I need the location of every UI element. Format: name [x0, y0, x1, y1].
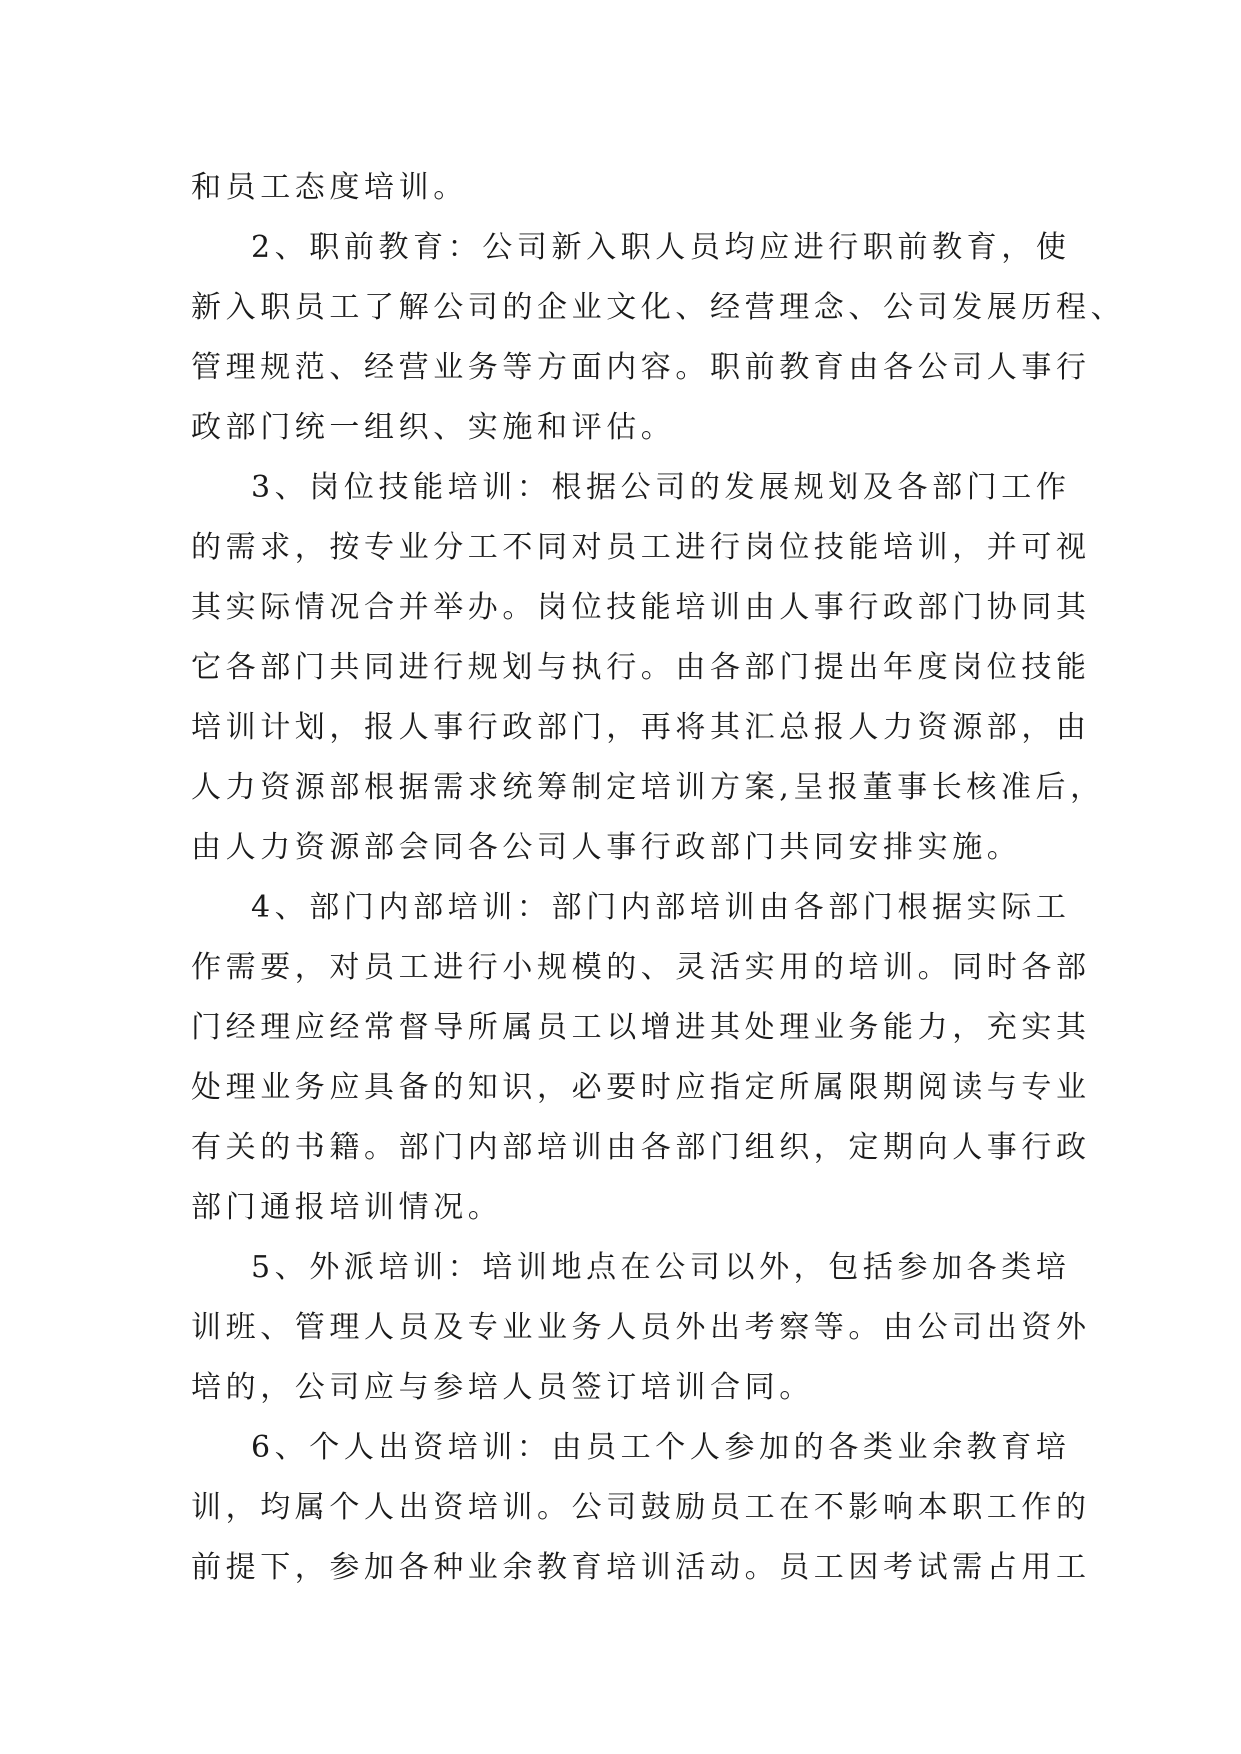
- text-line: 6、个人出资培训：由员工个人参加的各类业余教育培: [251, 1430, 1071, 1465]
- paragraph-continuation: [191, 158, 1053, 218]
- text-line: 处理业务应具备的知识，必要时应指定所属限期阅读与专业: [191, 1070, 1091, 1105]
- text-line: 前提下，参加各种业余教育培训活动。员工因考试需占用工: [191, 1550, 1091, 1585]
- text-line: 由人力资源部会同各公司人事行政部门共同安排实施。: [191, 830, 1022, 865]
- paragraph-self-funded-training: [191, 1418, 1091, 1598]
- text-line: 训，均属个人出资培训。公司鼓励员工在不影响本职工作的: [191, 1490, 1091, 1525]
- text-line: 5、外派培训：培训地点在公司以外，包括参加各类培: [251, 1250, 1071, 1285]
- paragraph-external-training: [191, 1238, 1091, 1418]
- text-line: 训班、管理人员及专业业务人员外出考察等。由公司出资外: [191, 1310, 1091, 1345]
- text-line: 政部门统一组织、实施和评估。: [191, 410, 676, 445]
- text-line: 作需要，对员工进行小规模的、灵活实用的培训。同时各部: [191, 950, 1091, 985]
- text-line: 新入职员工了解公司的企业文化、经营理念、公司发展历程、: [191, 290, 1126, 325]
- paragraph-pre-job-education: [191, 218, 1126, 458]
- text-line: 人力资源部根据需求统筹制定培训方案,呈报董事长核准后，: [191, 770, 1105, 805]
- text-line: 门经理应经常督导所属员工以增进其处理业务能力，充实其: [191, 1010, 1091, 1045]
- text-line: 3、岗位技能培训：根据公司的发展规划及各部门工作: [251, 470, 1071, 505]
- text-line: 有关的书籍。部门内部培训由各部门组织，定期向人事行政: [191, 1130, 1091, 1165]
- text-line: 培的，公司应与参培人员签订培训合同。: [191, 1370, 814, 1405]
- text-line: 的需求，按专业分工不同对员工进行岗位技能培训，并可视: [191, 530, 1091, 565]
- text-line: 其实际情况合并举办。岗位技能培训由人事行政部门协同其: [191, 590, 1091, 625]
- text-line: 部门通报培训情况。: [191, 1190, 503, 1225]
- text-line: 它各部门共同进行规划与执行。由各部门提出年度岗位技能: [191, 650, 1091, 685]
- text-line: 和员工态度培训。: [191, 170, 468, 205]
- paragraph-internal-department-training: [191, 878, 1091, 1238]
- text-line: 2、职前教育：公司新入职人员均应进行职前教育，使: [251, 230, 1071, 265]
- paragraph-job-skills-training: [191, 458, 1105, 878]
- text-line: 培训计划，报人事行政部门，再将其汇总报人力资源部，由: [191, 710, 1091, 745]
- document-body: [191, 158, 1126, 1598]
- text-line: 管理规范、经营业务等方面内容。职前教育由各公司人事行: [191, 350, 1091, 385]
- text-line: 4、部门内部培训：部门内部培训由各部门根据实际工: [251, 890, 1071, 925]
